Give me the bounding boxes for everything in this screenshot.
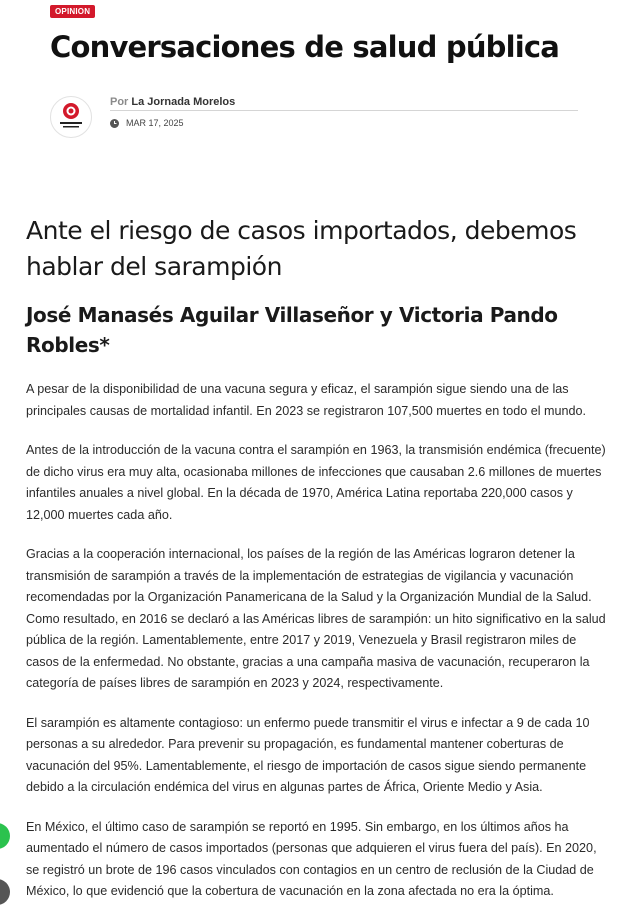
byline-prefix: Por	[110, 96, 129, 108]
paragraph: El sarampión es altamente contagioso: un enfermo puede transmitir el virus e infectar a 9 de cada 10 personas a su alrededor. Para prevenir su propagación, es fundamental mantener coberturas de vacunación del 95%. Lamentablemente, el riesgo de importación de casos sigue siendo permanente debido a la circulación endémica del virus en algunas partes de África, Oriente Medio y Asia.	[26, 715, 590, 794]
paragraph: A pesar de la disponibilidad de una vacuna segura y eficaz, el sarampión sigue siendo una de las principales causas de mortalidad infantil. En 2023 se registraron 107,500 muertes en todo el mundo.	[26, 382, 587, 418]
byline	[110, 96, 235, 108]
publish-date	[110, 118, 184, 128]
author-link[interactable]: La Jornada Morelos	[131, 96, 236, 108]
page-title: Conversaciones de salud pública	[50, 30, 560, 64]
article-authors: José Manasés Aguilar Villaseñor y Victoria Pando Robles*	[26, 303, 558, 357]
jornada-logo-icon	[51, 97, 91, 137]
article-headline: Ante el riesgo de casos importados, debemos hablar del sarampión	[26, 216, 577, 281]
clock-icon	[110, 119, 119, 128]
paragraph: Antes de la introducción de la vacuna contra el sarampión en 1963, la transmisión endémica (frecuente) de dicho virus era muy alta, ocasionaba millones de infecciones que causaban 2.6 millones de muertes infantiles anuales a nivel global. En la década de 1970, América Latina reportaba 220,000 casos y 12,000 muertes cada año.	[26, 443, 606, 522]
article-body	[26, 379, 610, 921]
whatsapp-share-button[interactable]	[0, 823, 10, 849]
paragraph: Gracias a la cooperación internacional, los países de la región de las Américas lograron detener la transmisión de sarampión a través de la implementación de estrategias de vigilancia y vacunación recomendadas por la Organización Panamericana de la Salud y la Organización Mundial de la Salud. Como resultado, en 2016 se declaró a las Américas libres de sarampión: un hito significativo en la salud pública de la región. Lamentablemente, entre 2017 y 2019, Venezuela y Brasil registraron miles de casos de la enfermedad. No obstante, gracias a una campaña masiva de vacunación, recuperaron la categoría de países libres de sarampión en 2023 y 2024, respectivamente.	[26, 547, 606, 690]
share-button[interactable]	[0, 879, 10, 905]
paragraph: En México, el último caso de sarampión se reportó en 1995. Sin embargo, en los últimos años ha aumentado el número de casos importados (personas que adquieren el virus fuera del país). En 2020, se registró un brote de 196 casos vinculados con contagios en un centro de reclusión de la Ciudad de México, lo que evidenció que la cobertura de vacunación en la zona afectada no era la óptima.	[26, 819, 597, 898]
meta-divider	[110, 110, 578, 111]
category-badge[interactable]: OPINION	[50, 5, 95, 18]
publisher-logo[interactable]	[50, 96, 92, 138]
date-text: MAR 17, 2025	[126, 118, 184, 128]
